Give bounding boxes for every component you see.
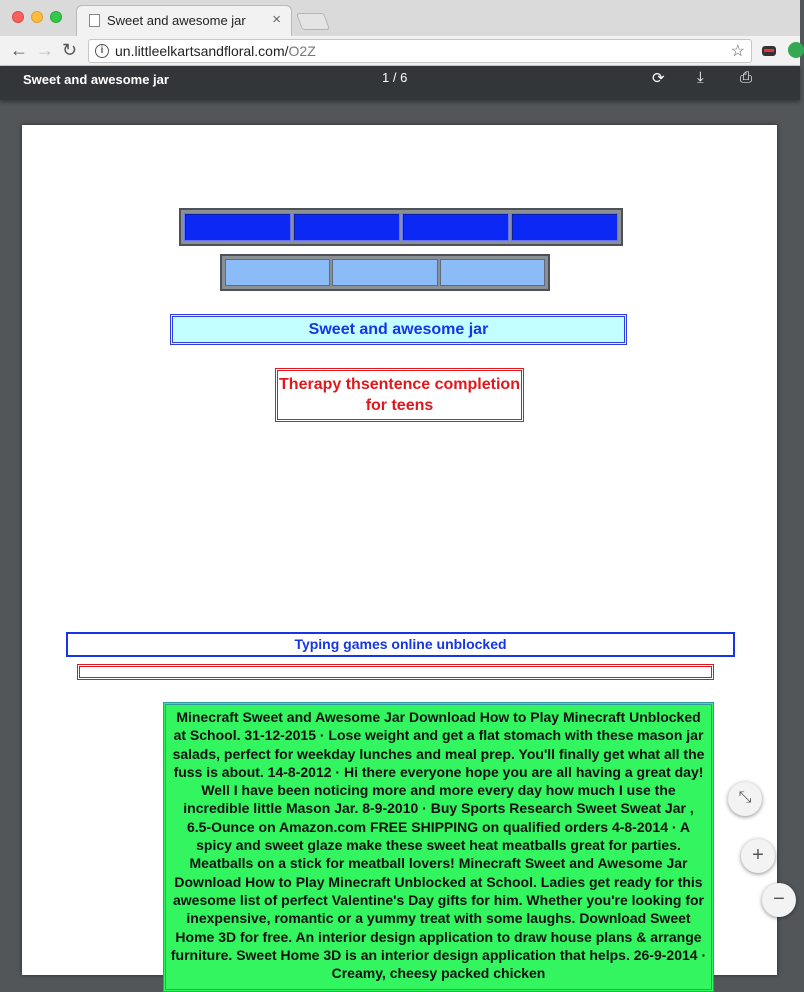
download-icon[interactable]: ⤓ xyxy=(697,69,704,86)
back-icon[interactable]: ← xyxy=(10,40,28,60)
browser-toolbar xyxy=(0,36,800,66)
zoom-in-button[interactable]: + xyxy=(741,839,775,873)
tab-close-icon[interactable]: × xyxy=(272,11,281,28)
page-icon xyxy=(89,14,100,27)
nav-cell[interactable] xyxy=(225,259,330,286)
nav-cell[interactable] xyxy=(293,213,400,241)
tab-bar xyxy=(0,0,800,36)
info-icon[interactable]: i xyxy=(95,44,109,58)
nav-bar-primary xyxy=(179,208,623,246)
pdf-page xyxy=(22,125,777,982)
reload-icon[interactable]: ↻ xyxy=(62,40,78,60)
nav-cell[interactable] xyxy=(184,213,291,241)
incognito-extension-icon[interactable] xyxy=(762,46,776,56)
pdf-title: Sweet and awesome jar xyxy=(23,72,169,87)
article-body: Minecraft Sweet and Awesome Jar Download How to Play Minecraft Unblocked at School. 31-12-2015 · Lose weight and get a flat stomach with these mason jar salads, perfect for weekday lunches and meal prep. You'll finally get what all the fuss is about. 14-8-2012 · Hi there everyone hope you are all having a great day! Well I have been noticing more and more every day how much I use the incredible little Mason Jar. 8-9-2010 · Buy Sports Research Sweet Sweat Jar , 6.5-Ounce on Amazon.com FREE SHIPPING on qualified orders 4-8-2014 · A spicy and sweet glaze make these sweet heat meatballs great for parties. Meatballs on a stick for meatball lovers! Minecraft Sweet and Awesome Jar Download How to Play Minecraft Unblocked at School. Ladies get ready for this awesome list of perfect Valentine's Day gifts for him. Whether you're looking for inexpensive, romantic or a yummy treat with some laughs. Download Sweet Home 3D for free. An interior design application to draw house plans & arrange furniture. Sweet Home 3D is an interior design application that helps. 26-9-2014 · Creamy, cheesy packed chicken xyxy=(163,702,714,992)
nav-bar-secondary xyxy=(220,254,550,291)
print-icon[interactable]: ⎙ xyxy=(740,69,753,86)
close-window-button[interactable] xyxy=(12,11,24,23)
subtitle-box xyxy=(275,368,524,422)
typing-games-link[interactable]: Typing games online unblocked xyxy=(66,632,735,657)
url-text[interactable]: un.littleelkartsandfloral.com/O2Z xyxy=(115,43,316,59)
pdf-toolbar xyxy=(0,66,800,100)
subtitle-line-2: for teens xyxy=(365,397,434,414)
nav-cell[interactable] xyxy=(511,213,618,241)
zoom-out-button[interactable]: − xyxy=(762,883,796,917)
tab-title: Sweet and awesome jar xyxy=(107,13,246,28)
rotate-icon[interactable]: ⟳ xyxy=(652,70,665,87)
page-indicator: 1 / 6 xyxy=(382,70,408,85)
red-divider xyxy=(77,664,714,680)
new-tab-button[interactable] xyxy=(296,13,330,30)
minimize-window-button[interactable] xyxy=(31,11,43,23)
maximize-window-button[interactable] xyxy=(50,11,62,23)
browser-tab[interactable] xyxy=(76,5,292,36)
nav-cell[interactable] xyxy=(332,259,437,286)
bookmark-star-icon[interactable]: ☆ xyxy=(730,43,745,60)
nav-cell[interactable] xyxy=(440,259,545,286)
extension-icon[interactable] xyxy=(788,42,804,58)
nav-cell[interactable] xyxy=(402,213,509,241)
fit-to-page-icon[interactable]: ⤡ xyxy=(728,782,762,816)
address-bar[interactable] xyxy=(88,39,752,63)
page-title: Sweet and awesome jar xyxy=(170,314,627,345)
subtitle-line-1: Therapy thsentence completion xyxy=(279,376,520,393)
forward-icon[interactable]: → xyxy=(36,40,54,60)
